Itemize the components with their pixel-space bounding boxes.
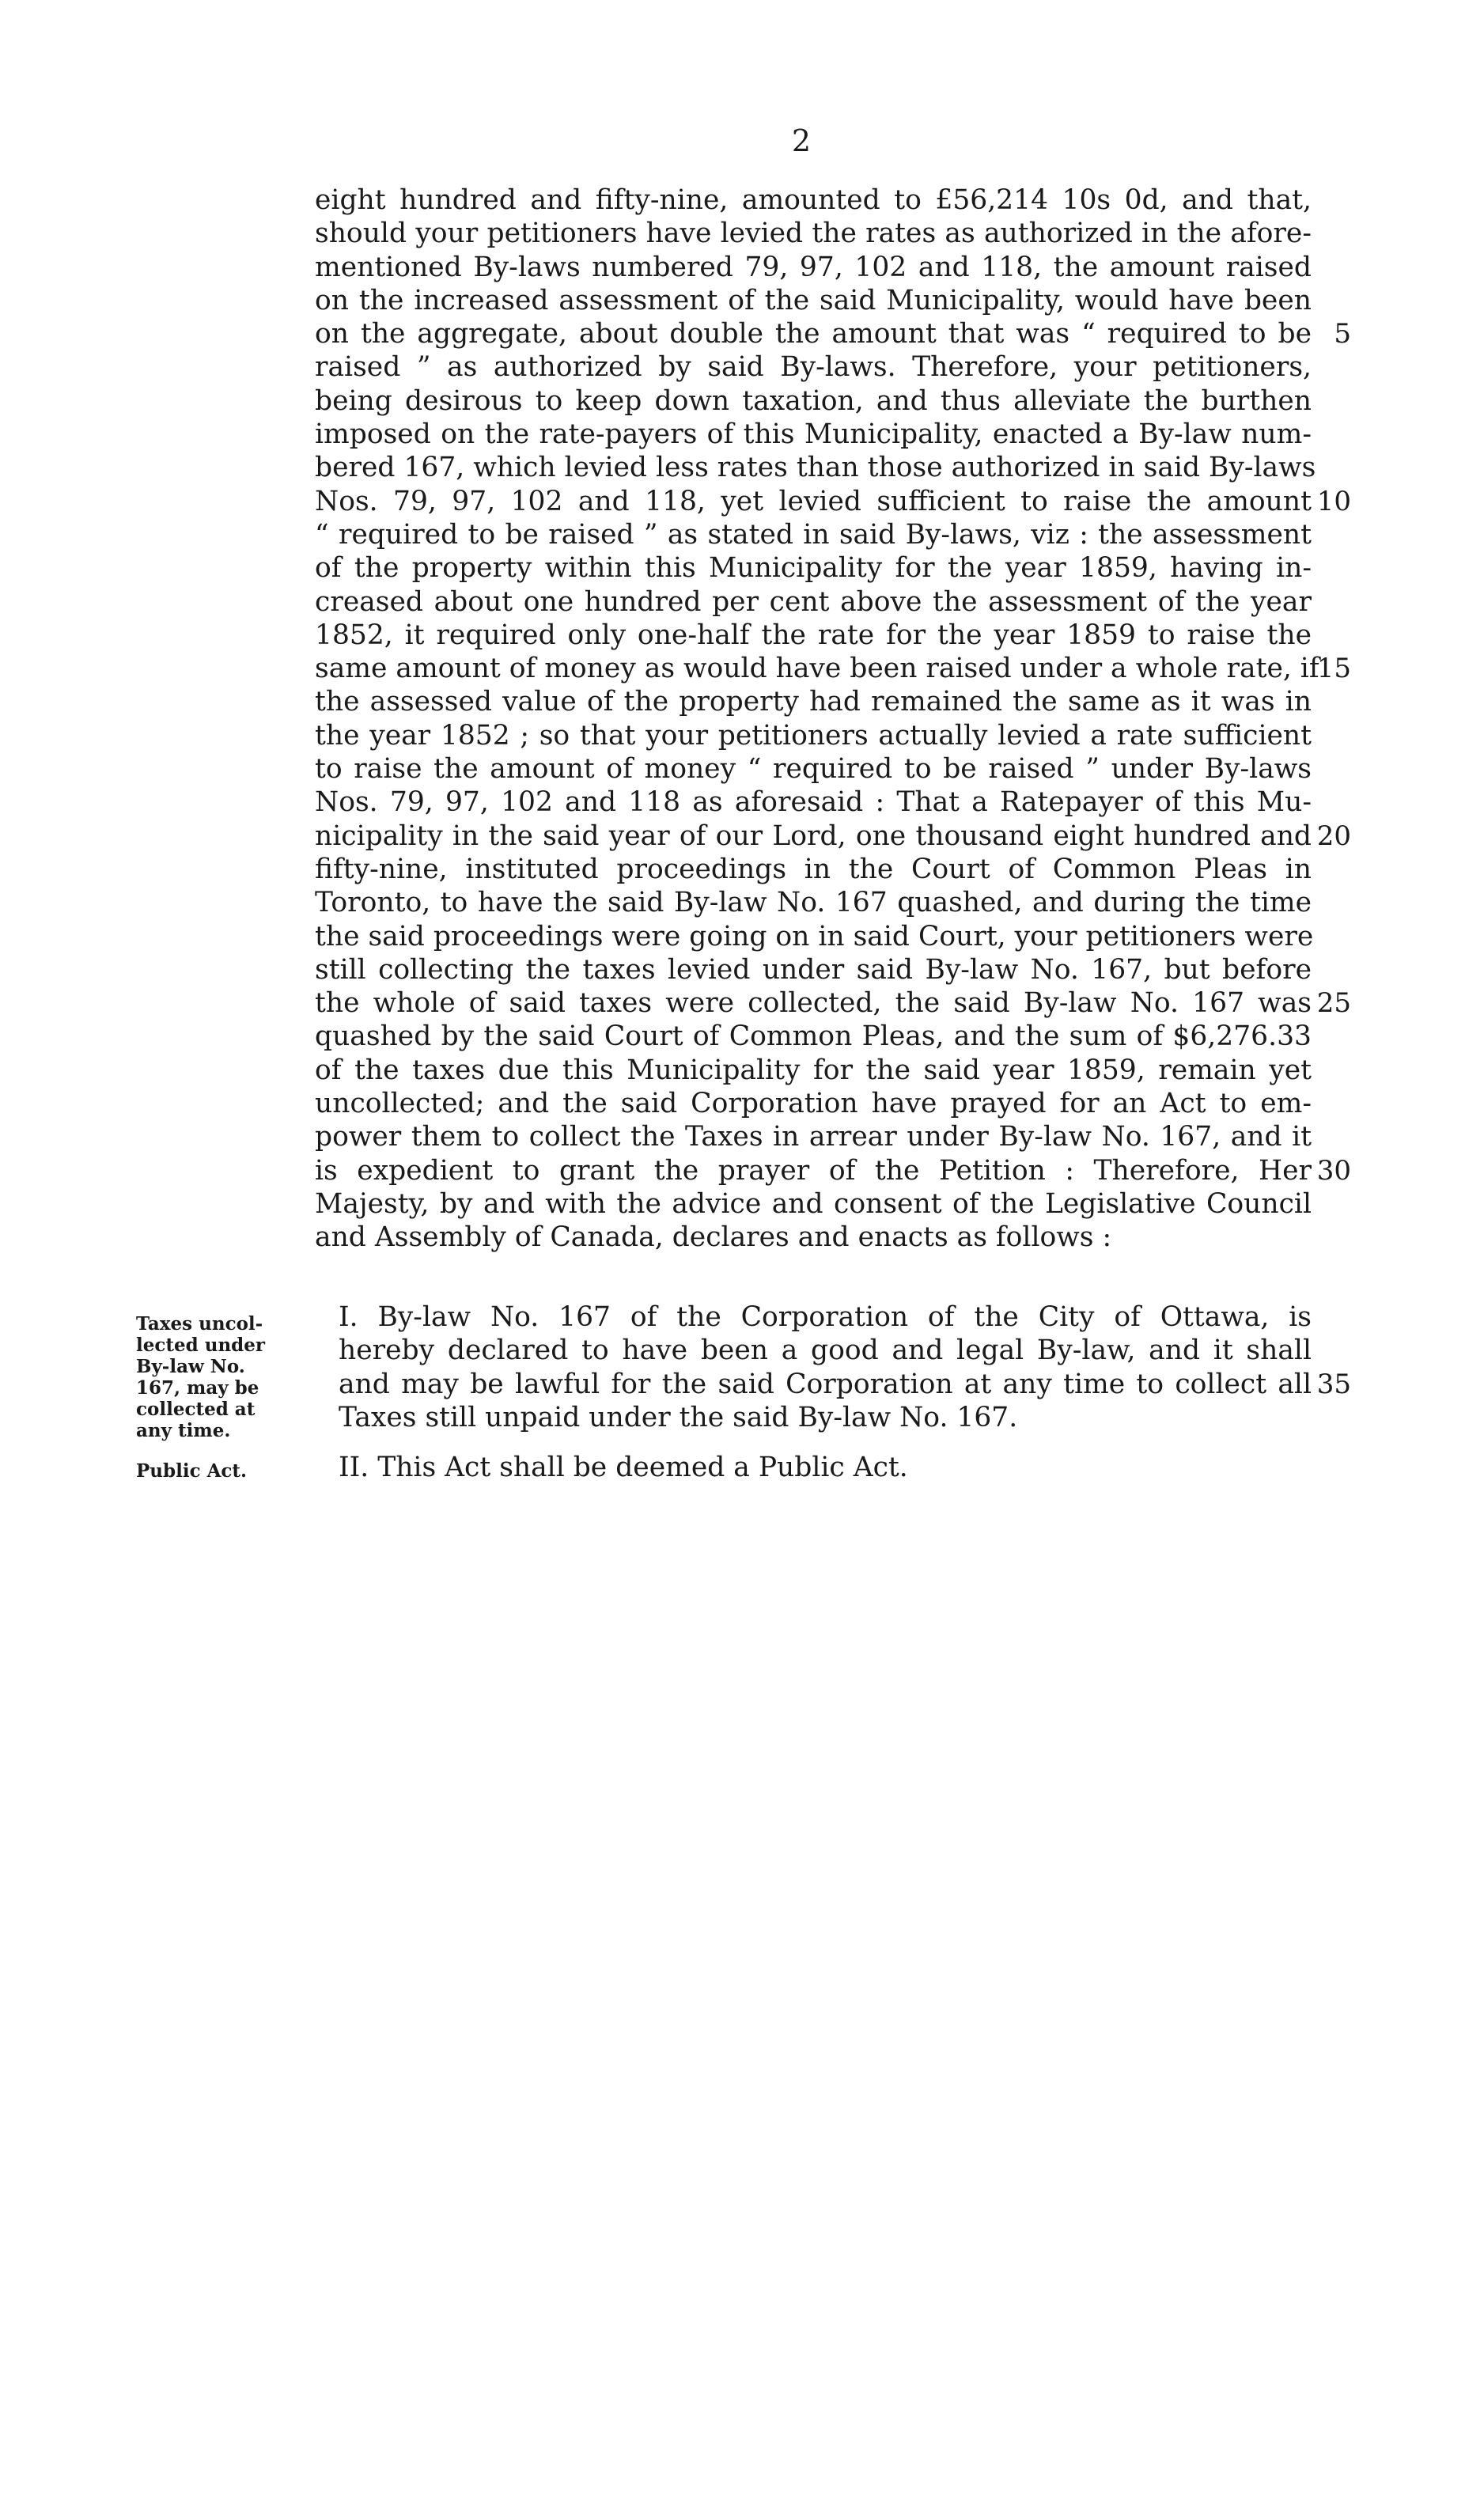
text-line: is expedient to grant the prayer of the Petition : Therefore, Her: [315, 1154, 1312, 1187]
text-line: Majesty, by and with the advice and consent of the Legislative Council: [315, 1187, 1312, 1220]
margin-note-public-act: [136, 1460, 294, 1482]
text-line: still collecting the taxes levied under said By-law No. 167, but before: [315, 953, 1312, 986]
text-line: fifty-nine, instituted proceedings in the Court of Common Pleas in: [315, 853, 1312, 885]
margin-note-line: Public Act.: [136, 1460, 248, 1482]
margin-note-line: Taxes uncol-: [136, 1313, 263, 1335]
margin-note-line: lected under: [136, 1335, 265, 1356]
text-line: Nos. 79, 97, 102 and 118 as aforesaid : That a Ratepayer of this Mu-: [315, 786, 1312, 819]
margin-note-line: By-law No.: [136, 1356, 245, 1377]
text-line: the year 1852 ; so that your petitioners actually levied a rate sufficient: [315, 719, 1312, 752]
margin-note-taxes-uncollected: [136, 1313, 294, 1441]
line-number: 30: [1316, 1154, 1351, 1187]
text-line: nicipality in the said year of our Lord, one thousand eight hundred and: [315, 820, 1312, 852]
text-line: being desirous to keep down taxation, and thus alleviate the burthen: [315, 384, 1312, 417]
text-line: II. This Act shall be deemed a Public Act.: [339, 1452, 908, 1483]
text-line: power them to collect the Taxes in arrear under By-law No. 167, and it: [315, 1121, 1312, 1153]
text-line: quashed by the said Court of Common Pleas, and the sum of $6,276.33: [315, 1020, 1312, 1053]
text-line: eight hundred and fifty-nine, amounted to £56,214 10s 0d, and that,: [315, 184, 1312, 216]
text-line: mentioned By-laws numbered 79, 97, 102 and 118, the amount raised: [315, 251, 1312, 283]
text-line: the assessed value of the property had remained the same as it was in: [315, 686, 1312, 718]
line-number: 10: [1316, 485, 1351, 517]
line-number: 15: [1316, 653, 1351, 685]
text-line: raised ” as authorized by said By-laws. Therefore, your petitioners,: [315, 351, 1312, 384]
section-2-text: [339, 1451, 1312, 1484]
text-line: of the property within this Municipality for the year 1859, having in-: [315, 552, 1312, 585]
text-line: “ required to be raised ” as stated in said By-laws, viz : the assessment: [315, 518, 1312, 551]
text-line: and Assembly of Canada, declares and enacts as follows :: [315, 1221, 1112, 1254]
text-line: on the increased assessment of the said Municipality, would have been: [315, 284, 1312, 316]
margin-note-line: any time.: [136, 1420, 231, 1441]
text-line: the whole of said taxes were collected, the said By-law No. 167 was: [315, 987, 1312, 1020]
text-line: Nos. 79, 97, 102 and 118, yet levied sufficient to raise the amount: [315, 485, 1312, 517]
text-line: same amount of money as would have been raised under a whole rate, if: [315, 653, 1319, 685]
text-line: Taxes still unpaid under the said By-law No. 167.: [339, 1401, 1018, 1433]
line-number: 25: [1316, 987, 1351, 1020]
margin-note-line: 167, may be: [136, 1377, 259, 1399]
text-line: to raise the amount of money “ required to be raised ” under By-laws: [315, 753, 1312, 786]
page-number: 2: [791, 123, 812, 158]
preamble-text: [315, 184, 1319, 1255]
text-line: 1852, it required only one-half the rate for the year 1859 to raise the: [315, 619, 1312, 651]
line-number: 35: [1316, 1368, 1351, 1400]
line-number: 5: [1334, 318, 1351, 350]
text-line: of the taxes due this Municipality for the said year 1859, remain yet: [315, 1054, 1312, 1086]
text-line: should your petitioners have levied the rates as authorized in the afore-: [315, 218, 1312, 250]
margin-note-line: collected at: [136, 1399, 256, 1420]
text-line: I. By-law No. 167 of the Corporation of the City of Ottawa, is: [339, 1301, 1312, 1333]
line-number: 20: [1316, 820, 1351, 852]
text-line: and may be lawful for the said Corporation at any time to collect all: [339, 1368, 1312, 1400]
text-line: on the aggregate, about double the amount that was “ required to be: [315, 318, 1312, 350]
text-line: creased about one hundred per cent above the assessment of the year: [315, 585, 1312, 618]
section-1-text: [339, 1301, 1312, 1434]
text-line: hereby declared to have been a good and legal By-law, and it shall: [339, 1335, 1312, 1367]
text-line: imposed on the rate-payers of this Municipality, enacted a By-law num-: [315, 418, 1312, 451]
text-line: Toronto, to have the said By-law No. 167 quashed, and during the time: [315, 887, 1312, 919]
text-line: uncollected; and the said Corporation have prayed for an Act to em-: [315, 1088, 1312, 1120]
text-line: bered 167, which levied less rates than those authorized in said By-laws: [315, 452, 1316, 484]
text-line: the said proceedings were going on in said Court, your petitioners were: [315, 920, 1314, 952]
